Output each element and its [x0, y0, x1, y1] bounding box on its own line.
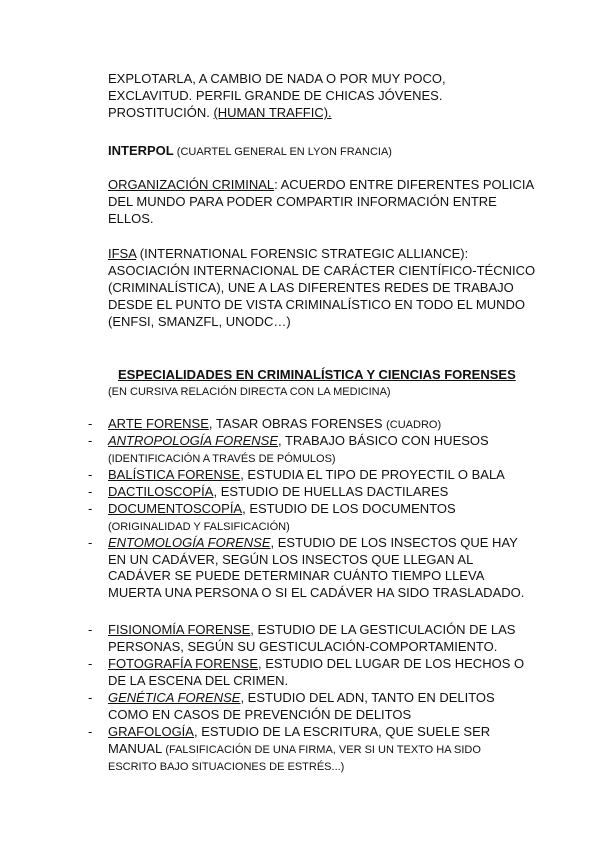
item-term: ENTOMOLOGÍA FORENSE	[108, 535, 271, 550]
list-item	[88, 433, 528, 467]
list-item	[88, 416, 528, 434]
item-description: , TASAR OBRAS FORENSES	[208, 416, 387, 431]
organizacion-criminal-description: : ACUERDO ENTRE DIFERENTES POLICIA DEL MUNDO PARA PODER COMPARTIR INFORMACIÓN ENTRE ELLOS.	[108, 177, 534, 226]
list-item	[88, 690, 528, 723]
interpol-description: (CUARTEL GENERAL EN LYON FRANCIA)	[173, 146, 392, 158]
item-description: , TRABAJO BÁSICO CON HUESOS	[278, 433, 489, 448]
section-title: ESPECIALIDADES EN CRIMINALÍSTICA Y CIENCIAS FORENSES	[118, 367, 516, 382]
item-description: , ESTUDIO DEL ADN, TANTO EN DELITOS COMO EN CASOS DE PREVENCIÓN DE DELITOS	[108, 690, 495, 722]
item-description: , ESTUDIO DE LA GESTICULACIÓN DE LAS PERSONAS, SEGÚN SU GESTICULACIÓN-COMPORTAMIENTO.	[108, 622, 516, 654]
intro-line-1: EXPLOTARLA, A CAMBIO DE NADA O POR MUY POCO,	[108, 71, 446, 86]
item-term: BALÍSTICA FORENSE	[108, 467, 241, 482]
list-item	[88, 501, 528, 535]
item-note: (CUADRO)	[386, 419, 442, 431]
item-term: ANTROPOLOGÍA FORENSE	[108, 433, 278, 448]
item-description: , ESTUDIO DE LOS DOCUMENTOS	[242, 501, 456, 516]
list-item	[88, 535, 528, 601]
list-dash: -	[88, 656, 93, 671]
list-item	[88, 467, 528, 484]
item-description: , ESTUDIO DE LOS INSECTOS QUE HAY EN UN CADÁVER, SEGÚN LOS INSECTOS QUE LLEGAN AL CADÁVER SE PUEDE DETERMINAR CUÁNTO TIEMPO LLEVA MUERTA UNA PERSONA O SI EL CADÁVER HA SIDO TRASLADADO.	[108, 535, 525, 600]
interpol-term: INTERPOL	[108, 143, 174, 158]
list-dash: -	[88, 690, 93, 705]
section-note: (EN CURSIVA RELACIÓN DIRECTA CON LA MEDICINA)	[108, 386, 391, 398]
list-dash: -	[88, 622, 93, 637]
human-traffic-link-text: (HUMAN TRAFFIC).	[213, 105, 332, 120]
list-dash: -	[88, 535, 93, 550]
list-dash: -	[88, 484, 93, 499]
item-term: FISIONOMÍA FORENSE	[108, 622, 251, 637]
list-item	[88, 656, 528, 689]
list-dash: -	[88, 433, 93, 448]
item-term: GRAFOLOGÍA	[108, 724, 194, 739]
item-description: , ESTUDIO DEL LUGAR DE LOS HECHOS O DE LA ESCENA DEL CRIMEN.	[108, 656, 525, 688]
list-item	[88, 622, 528, 655]
organizacion-criminal-paragraph	[108, 176, 538, 227]
item-term: GENÉTICA FORENSE	[108, 690, 241, 705]
list-dash: -	[88, 724, 93, 739]
item-term: DOCUMENTOSCOPÍA	[108, 501, 243, 516]
item-term: ARTE FORENSE	[108, 416, 209, 431]
item-description: , ESTUDIA EL TIPO DE PROYECTIL O BALA	[240, 467, 505, 482]
ifsa-paragraph	[108, 245, 538, 330]
item-term: FOTOGRAFÍA FORENSE	[108, 656, 259, 671]
list-item	[88, 484, 528, 501]
list-dash: -	[88, 501, 93, 516]
interpol-paragraph	[108, 142, 538, 161]
list-dash: -	[88, 416, 93, 431]
list-item	[88, 724, 528, 776]
intro-line-2: EXCLAVITUD. PERFIL GRANDE DE CHICAS JÓVENES.	[108, 88, 443, 103]
item-description: , ESTUDIO DE LA ESCRITURA, QUE SUELE SER MANUAL	[108, 724, 491, 756]
ifsa-description: (INTERNATIONAL FORENSIC STRATEGIC ALLIANCE): ASOCIACIÓN INTERNACIONAL DE CARÁCTER CIENTÍFICO-TÉCNICO (CRIMINALÍSTICA), UNE A LAS DIFERENTES REDES DE TRABAJO DESDE EL PUNTO DE VISTA CRIMINALÍSTICO EN TODO EL MUNDO (ENFSI, SMANZFL, UNODC…)	[108, 246, 536, 329]
item-note: (IDENTIFICACIÓN A TRAVÉS DE PÓMULOS)	[108, 452, 336, 465]
intro-line-3: PROSTITUCIÓN.	[108, 105, 214, 120]
intro-paragraph	[108, 70, 538, 121]
organizacion-criminal-term: ORGANIZACIÓN CRIMINAL	[108, 177, 275, 192]
item-note: (FALSIFICACIÓN DE UNA FIRMA, VER SI UN TEXTO HA SIDO ESCRITO BAJO SITUACIONES DE ESTRÉS...)	[108, 743, 481, 773]
item-term: DACTILOSCOPÍA	[108, 484, 214, 499]
item-description: , ESTUDIO DE HUELLAS DACTILARES	[213, 484, 449, 499]
ifsa-term: IFSA	[108, 246, 137, 261]
item-note: (ORIGINALIDAD Y FALSIFICACIÓN)	[108, 520, 290, 533]
list-dash: -	[88, 467, 93, 482]
